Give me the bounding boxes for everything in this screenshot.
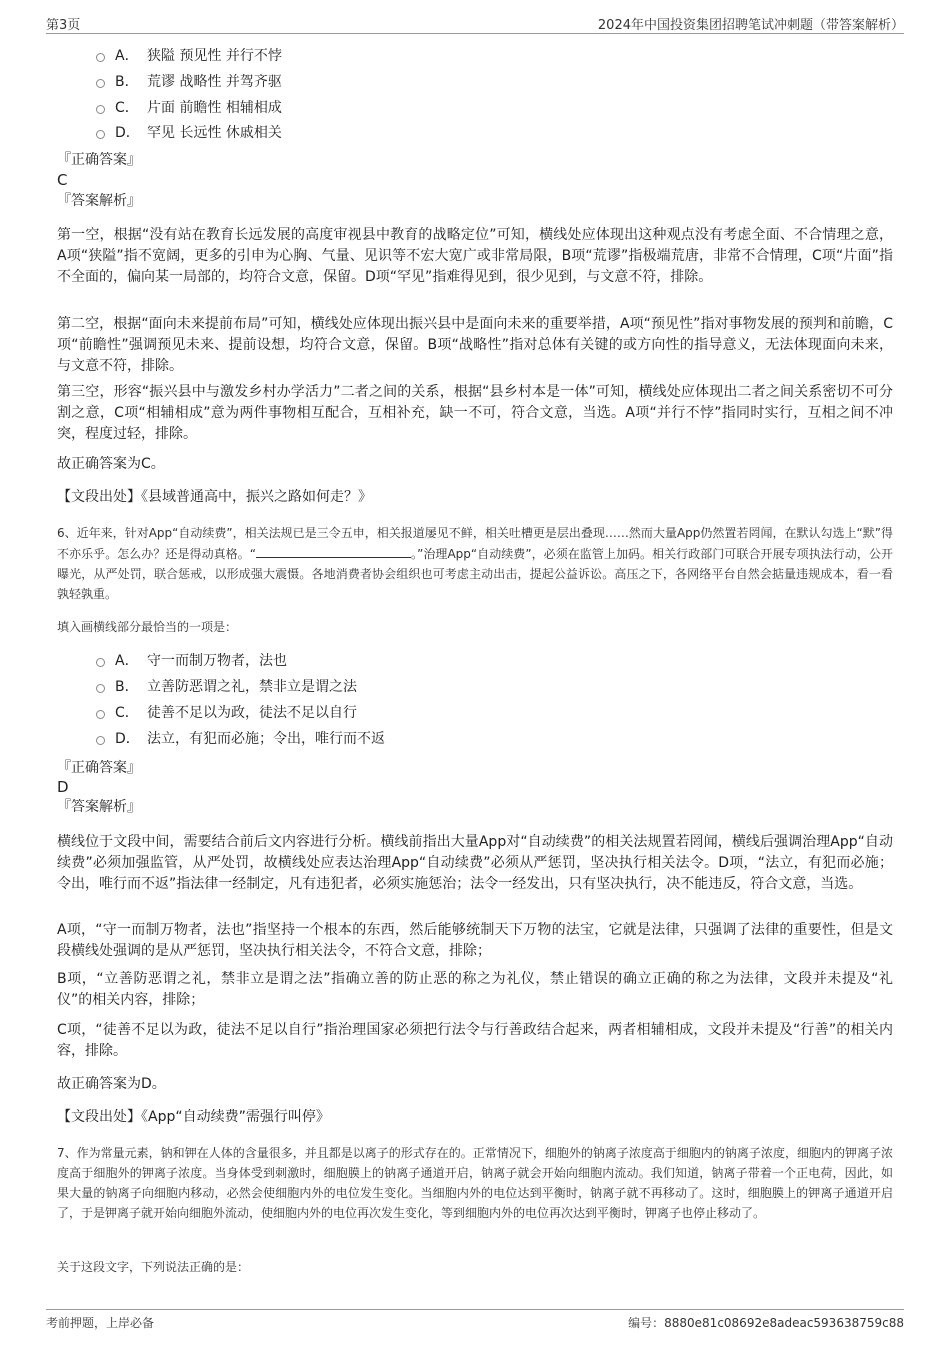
option-text: 狭隘 预见性 并行不悖 bbox=[147, 48, 282, 64]
footer-slogan: 考前押题，上岸必备 bbox=[46, 1316, 155, 1330]
q6-stem-before: 6、近年来，针对App“自动续费”，相关法规已是三令五申，相关报道屡见不鲜，相关吐槽更是层出叠现……然而大量App仍然置若罔闻，在默认勾选上“默”得不亦乐乎。怎么办？还是得动真格。“ bbox=[57, 526, 893, 561]
radio-icon[interactable] bbox=[96, 710, 105, 719]
radio-icon[interactable] bbox=[96, 130, 105, 139]
q5-option-a[interactable] bbox=[96, 45, 282, 67]
q5-option-d[interactable] bbox=[96, 122, 282, 144]
q5-answer: C bbox=[57, 171, 68, 189]
q6-analysis-label: 『答案解析』 bbox=[57, 799, 141, 815]
option-text: 片面 前瞻性 相辅相成 bbox=[147, 100, 282, 116]
q5-option-c[interactable] bbox=[96, 97, 282, 119]
q5-answer-label: 『正确答案』 bbox=[57, 152, 141, 168]
q6-source: 【文段出处】《App“自动续费”需强行叫停》 bbox=[57, 1109, 330, 1125]
q5-source: 【文段出处】《县域普通高中，振兴之路如何走？》 bbox=[57, 489, 372, 505]
q5-analysis-label: 『答案解析』 bbox=[57, 193, 141, 209]
option-text: 立善防恶谓之礼，禁非立是谓之法 bbox=[147, 679, 357, 695]
q7-stem: 7、作为常量元素，钠和钾在人体的含量很多，并且都是以离子的形式存在的。正常情况下，细胞外的钠离子浓度高于细胞内的钠离子浓度，细胞内的钾离子浓度高于细胞外的钾离子浓度。当身体受到刺激时，细胞膜上的钠离子通道开启，钠离子就会开始向细胞内流动。我们知道，钠离子带着一个正电荷，因此，如果大量的钠离子向细胞内移动，必然会使细胞内外的电位发生变化。当细胞内外的电位达到平衡时，钠离子就不再移动了。这时，细胞膜上的钾离子通道开启了，于是钾离子就开始向细胞外流动，使细胞内外的电位再次发生变化，等到细胞内外的电位再次达到平衡时，钾离子也停止移动了。 bbox=[57, 1146, 893, 1220]
footer-divider bbox=[46, 1309, 904, 1310]
option-letter: B． bbox=[115, 74, 139, 90]
radio-icon[interactable] bbox=[96, 79, 105, 88]
option-text: 守一而制万物者，法也 bbox=[147, 653, 287, 669]
q5-analysis-paragraph: 第一空，根据“没有站在教育长远发展的高度审视县中教育的战略定位”可知，横线处应体现出这种观点没有考虑全面、不合情理之意，A项“狭隘”指不宽阔，更多的引申为心胸、气量、见识等不宏大宽广或非常局限，B项“荒谬”指极端荒唐，非常不合情理，C项“片面”指不全面的，偏向某一局部的，均符合文意，保留。D项“罕见”指难得见到，很少见到，与文意不符，排除。 bbox=[57, 227, 893, 285]
q6-analysis-paragraph: A项，“守一而制万物者，法也”指坚持一个根本的东西，然后能够统制天下万物的法宝，它就是法律，只强调了法律的重要性，但是文段横线处强调的是从严惩罚，坚决执行相关法令，不符合文意，排除； bbox=[57, 922, 893, 959]
document-title: 2024年中国投资集团招聘笔试冲刺题（带答案解析） bbox=[597, 18, 904, 33]
q6-answer: D bbox=[57, 778, 69, 796]
option-text: 荒谬 战略性 并驾齐驱 bbox=[147, 74, 282, 90]
option-letter: A． bbox=[115, 653, 139, 669]
option-letter: C． bbox=[115, 100, 139, 116]
option-text: 罕见 长远性 休戚相关 bbox=[147, 125, 282, 141]
q6-analysis-paragraph: B项，“立善防恶谓之礼，禁非立是谓之法”指确立善的防止恶的称之为礼仪，禁止错误的确立正确的称之为法律，文段并未提及“礼仪”的相关内容，排除； bbox=[57, 971, 893, 1008]
q6-stem bbox=[57, 523, 893, 604]
q6-stem-after: 。”治理App“自动续费”，必须在监管上加码。相关行政部门可联合开展专项执法行动，公开曝光，从严处罚，联合惩戒，以形成强大震慑。各地消费者协会组织也可考虑主动出击，提起公益诉讼。高压之下，各网络平台自然会掂量违规成本，看一看孰轻孰重。 bbox=[57, 547, 893, 601]
q5-option-b[interactable] bbox=[96, 71, 282, 93]
q6-option-b[interactable] bbox=[96, 676, 357, 698]
q6-option-d[interactable] bbox=[96, 728, 385, 750]
q6-option-c[interactable] bbox=[96, 702, 357, 724]
q6-analysis-paragraph: C项，“徒善不足以为政，徒法不足以自行”指治理国家必须把行法令与行善政结合起来，两者相辅相成，文段并未提及“行善”的相关内容，排除。 bbox=[57, 1022, 893, 1059]
header-divider bbox=[46, 33, 904, 34]
option-letter: D． bbox=[115, 731, 140, 747]
q5-conclusion: 故正确答案为C。 bbox=[57, 456, 165, 472]
option-text: 徒善不足以为政，徒法不足以自行 bbox=[147, 705, 357, 721]
q6-prompt: 填入画横线部分最恰当的一项是： bbox=[57, 620, 238, 634]
q6-answer-label: 『正确答案』 bbox=[57, 760, 141, 776]
q5-analysis-paragraph: 第二空，根据“面向未来提前布局”可知，横线处应体现出振兴县中是面向未来的重要举措，A项“预见性”指对事物发展的预判和前瞻，C项“前瞻性”强调预见未来、提前设想，均符合文意，保留。B项“战略性”指对总体有关键的或方向性的指导意义，无法体现面向未来，与文意不符，排除。 bbox=[57, 316, 893, 374]
option-letter: B． bbox=[115, 679, 139, 695]
q6-analysis-paragraph: 横线位于文段中间，需要结合前后文内容进行分析。横线前指出大量App对“自动续费”的相关法规置若罔闻，横线后强调治理App“自动续费”必须加强监管，从严处罚，故横线处应表达治理App“自动续费”必须从严惩罚，坚决执行相关法令。D项，“法立，有犯而必施；令出，唯行而不返”指法律一经制定，凡有违犯者，必须实施惩治；法令一经发出，只有坚决执行，决不能违反，符合文意，当选。 bbox=[57, 834, 893, 892]
radio-icon[interactable] bbox=[96, 736, 105, 745]
radio-icon[interactable] bbox=[96, 658, 105, 667]
q6-option-a[interactable] bbox=[96, 650, 287, 672]
q6-conclusion: 故正确答案为D。 bbox=[57, 1076, 166, 1092]
option-letter: C． bbox=[115, 705, 139, 721]
option-text: 法立，有犯而必施；令出，唯行而不返 bbox=[147, 731, 385, 747]
document-id: 编号：8880e81c08692e8adeac593638759c88 bbox=[628, 1316, 904, 1330]
q5-analysis-paragraph: 第三空，形容“振兴县中与激发乡村办学活力”二者之间的关系，根据“县乡村本是一体”可知，横线处应体现出二者之间关系密切不可分割之意，C项“相辅相成”意为两件事物相互配合，互相补充，缺一不可，符合文意，当选。A项“并行不悖”指同时实行，互相之间不冲突，程度过轻，排除。 bbox=[57, 384, 893, 442]
q7-prompt: 关于这段文字，下列说法正确的是： bbox=[57, 1260, 250, 1274]
q6-blank bbox=[256, 543, 411, 558]
radio-icon[interactable] bbox=[96, 684, 105, 693]
radio-icon[interactable] bbox=[96, 53, 105, 62]
radio-icon[interactable] bbox=[96, 105, 105, 114]
option-letter: A． bbox=[115, 48, 139, 64]
option-letter: D． bbox=[115, 125, 140, 141]
page-number: 第3页 bbox=[46, 18, 81, 33]
